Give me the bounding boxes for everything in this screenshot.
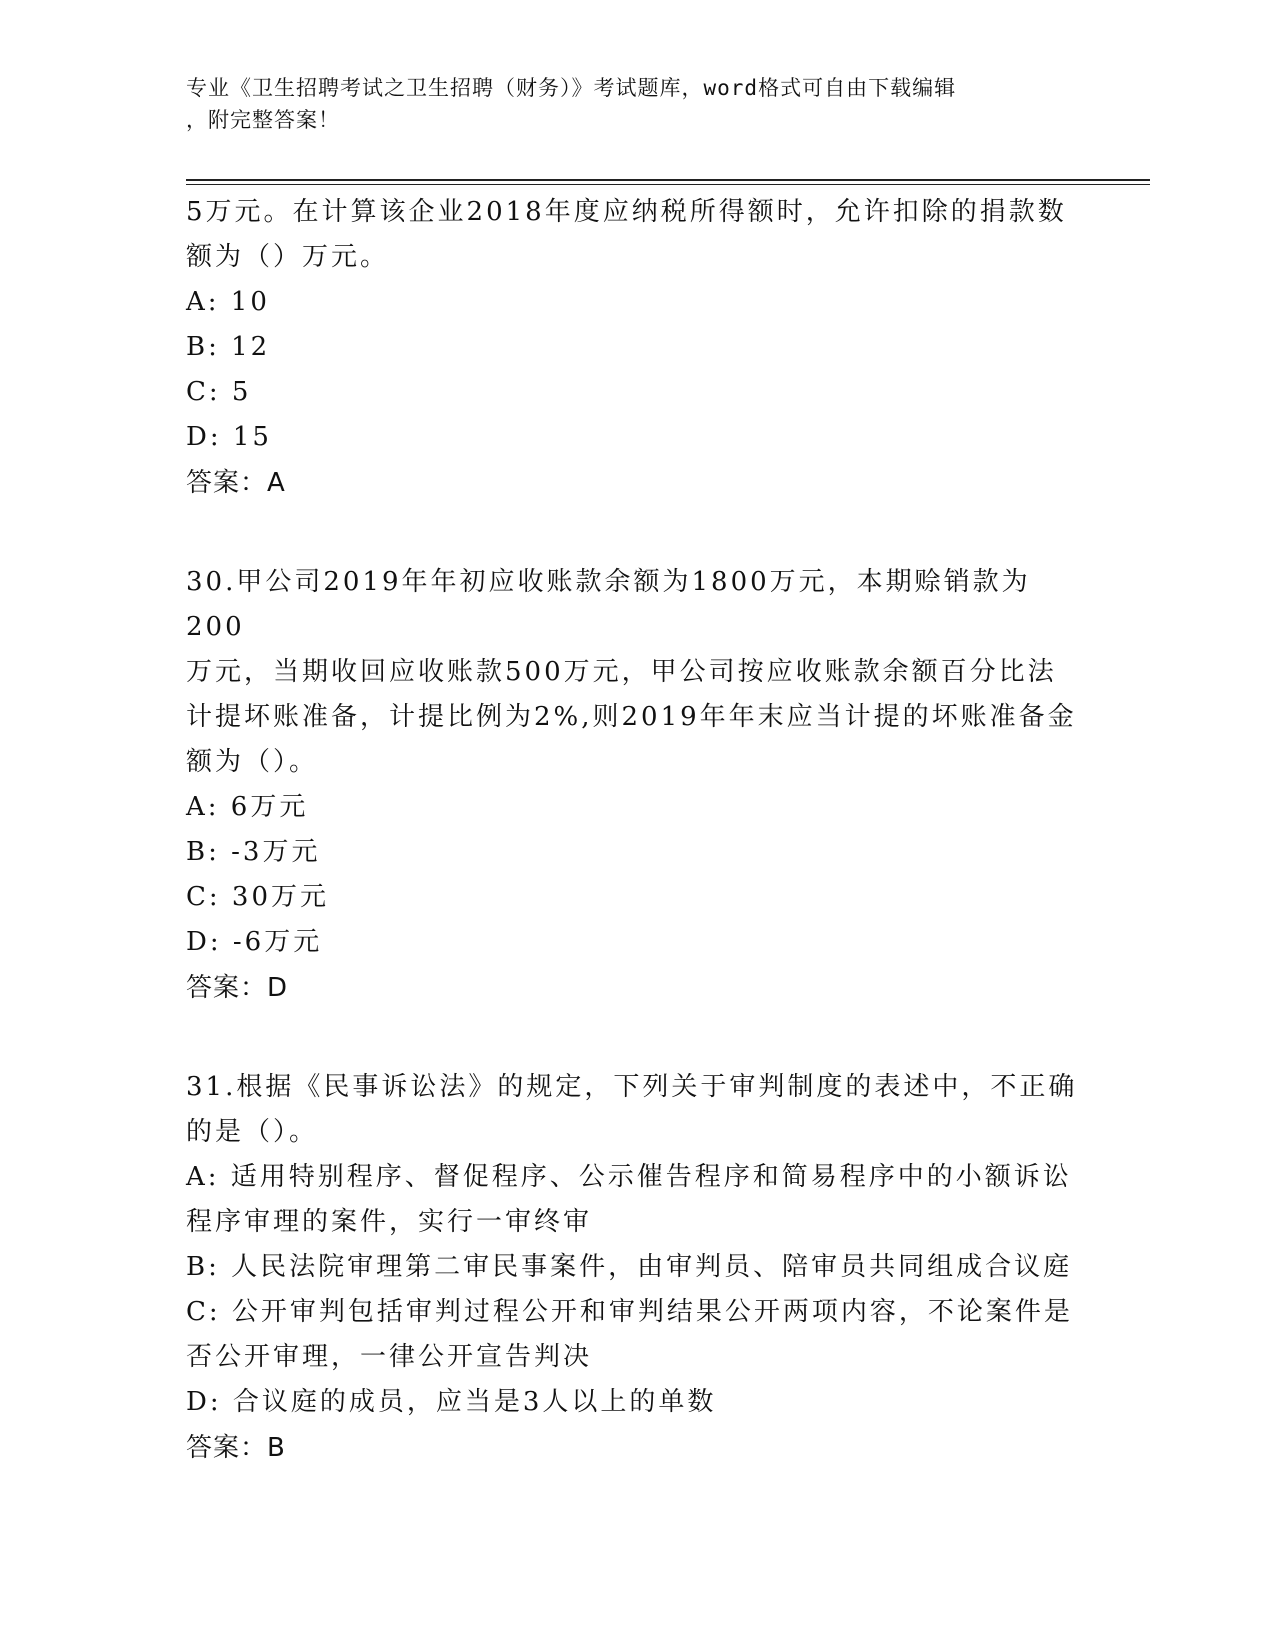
document-header (186, 72, 1066, 136)
question-text-line: 30.甲公司2019年年初应收账款余额为1800万元，本期赊销款为200 (186, 567, 1031, 642)
question-spacer (186, 506, 1086, 560)
question-text-line: 万元，当期收回应收账款500万元，甲公司按应收账款余额百分比法 (186, 657, 1057, 687)
option-d: D: -6万元 (186, 927, 323, 957)
option-b: B: 人民法院审理第二审民事案件，由审判员、陪审员共同组成合议庭 (186, 1252, 1073, 1282)
option-a: A: 10 (186, 287, 270, 317)
answer-label: 答案：D (186, 973, 289, 1003)
option-a: A: 6万元 (186, 792, 309, 822)
option-c: C: 5 (186, 377, 252, 407)
option-d: D: 合议庭的成员，应当是3人以上的单数 (186, 1387, 717, 1417)
question-text-line: 计提坏账准备，计提比例为2%,则2019年年末应当计提的坏账准备金 (186, 702, 1077, 732)
question-text-line: 31.根据《民事诉讼法》的规定，下列关于审判制度的表述中，不正确 (186, 1072, 1078, 1102)
question-text-line: 的是（）。 (186, 1117, 319, 1147)
question-text-line: 5万元。在计算该企业2018年度应纳税所得额时，允许扣除的捐款数 (186, 197, 1067, 227)
option-b: B: -3万元 (186, 837, 321, 867)
question-text-line: 额为（）。 (186, 747, 319, 777)
question-list (186, 190, 1086, 1471)
question-text-line: 额为（）万元。 (186, 242, 390, 272)
question-item (186, 1065, 1086, 1471)
header-rule (186, 179, 1150, 181)
header-line-2: ，附完整答案！ (186, 108, 340, 132)
question-item (186, 560, 1086, 1011)
question-spacer (186, 1011, 1086, 1065)
header-line-1: 专业《卫生招聘考试之卫生招聘（财务）》考试题库，word格式可自由下载编辑 (186, 76, 957, 100)
option-c: C: 公开审判包括审判过程公开和审判结果公开两项内容，不论案件是 否公开审理，一律公开宣告判决 (186, 1297, 1073, 1372)
option-c: C: 30万元 (186, 882, 330, 912)
option-a: A: 适用特别程序、督促程序、公示催告程序和简易程序中的小额诉讼 程序审理的案件，实行一审终审 (186, 1162, 1072, 1237)
answer-label: 答案：B (186, 1433, 286, 1463)
answer-label: 答案：A (186, 468, 286, 498)
option-b: B: 12 (186, 332, 271, 362)
header-rule-thin (186, 184, 1150, 185)
option-d: D: 15 (186, 422, 272, 452)
question-item (186, 190, 1086, 506)
